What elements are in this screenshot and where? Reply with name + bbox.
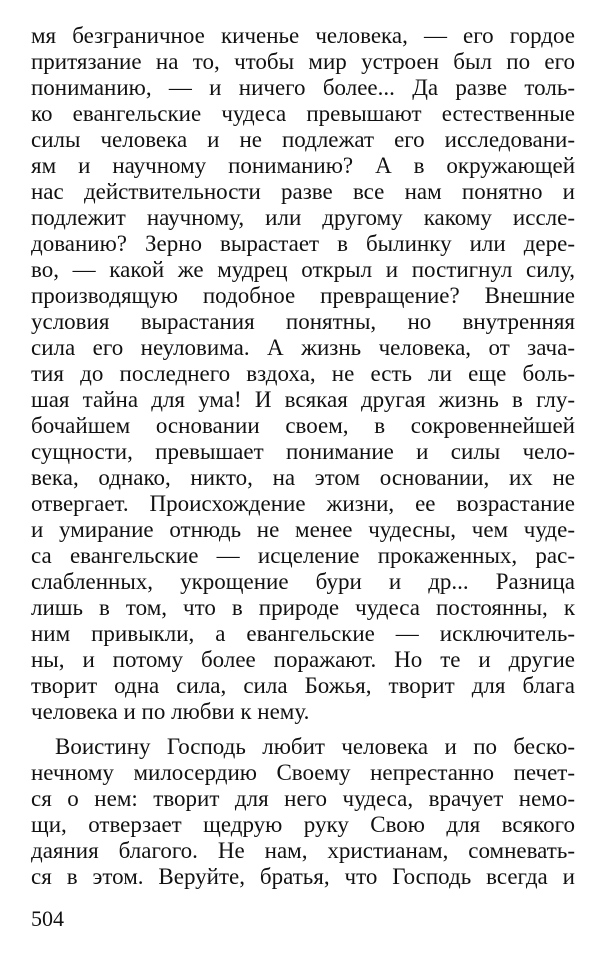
text-line: ся о нем: творит для него чудеса, врачует немо- <box>31 786 575 811</box>
text-line: нечному милосердию Своему непрестанно печет- <box>31 760 575 785</box>
text-line: условия вырастания понятны, но внутренняя <box>31 309 575 334</box>
text-line: подлежит научному, или другому какому иссле- <box>31 205 575 230</box>
text-line: лишь в том, что в природе чудеса постоянны, к <box>31 595 575 620</box>
text-line: сущности, превышает понимание и силы чело- <box>31 439 575 464</box>
text-line: ним привыкли, а евангельские — исключитель- <box>31 621 575 646</box>
text-line: бочайшем основании своем, в сокровеннейшей <box>31 413 575 438</box>
text-line: века, однако, никто, на этом основании, их не <box>31 465 575 490</box>
text-line: пониманию, — и ничего более... Да разве толь- <box>31 75 575 100</box>
text-line: сила его неуловима. А жизнь человека, от зача- <box>31 335 575 360</box>
page-number: 504 <box>31 906 64 931</box>
text-line: са евангельские — исцеление прокаженных, рас- <box>31 543 575 568</box>
text-line: щи, отверзает щедрую руку Свою для всякого <box>31 812 575 837</box>
text-line: во, — какой же мудрец открыл и постигнул силу, <box>31 257 575 282</box>
text-line: Воистину Господь любит человека и по беско- <box>55 734 575 759</box>
text-line: мя безграничное киченье человека, — его гордое <box>31 23 575 48</box>
text-line: силы человека и не подлежат его исследовани- <box>31 127 575 152</box>
text-line: дованию? Зерно вырастает в былинку или дере- <box>31 231 575 256</box>
text-line: отвергает. Происхождение жизни, ее возрастание <box>31 491 575 516</box>
text-line: творит одна сила, сила Божья, творит для блага <box>31 673 575 698</box>
text-line: нас действительности разве все нам понятно и <box>31 179 575 204</box>
text-line: притязание на то, чтобы мир устроен был по его <box>31 49 575 74</box>
text-line: ко евангельские чудеса превышают естественные <box>31 101 575 126</box>
text-line: производящую подобное превращение? Внешние <box>31 283 575 308</box>
text-line: слабленных, укрощение бури и др... Разница <box>31 569 575 594</box>
text-line: тия до последнего вздоха, не есть ли еще боль- <box>31 361 575 386</box>
text-line: ны, и потому более поражают. Но те и другие <box>31 647 575 672</box>
text-line: даяния благого. Не нам, христианам, сомневать- <box>31 838 575 863</box>
text-line: человека и по любви к нему. <box>31 699 310 724</box>
text-line: ям и научному пониманию? А в окружающей <box>31 153 575 178</box>
text-line: шая тайна для ума! И всякая другая жизнь в глу- <box>31 387 575 412</box>
text-line: и умирание отнюдь не менее чудесны, чем чуде- <box>31 517 575 542</box>
text-line: ся в этом. Веруйте, братья, что Господь всегда и <box>31 864 575 889</box>
